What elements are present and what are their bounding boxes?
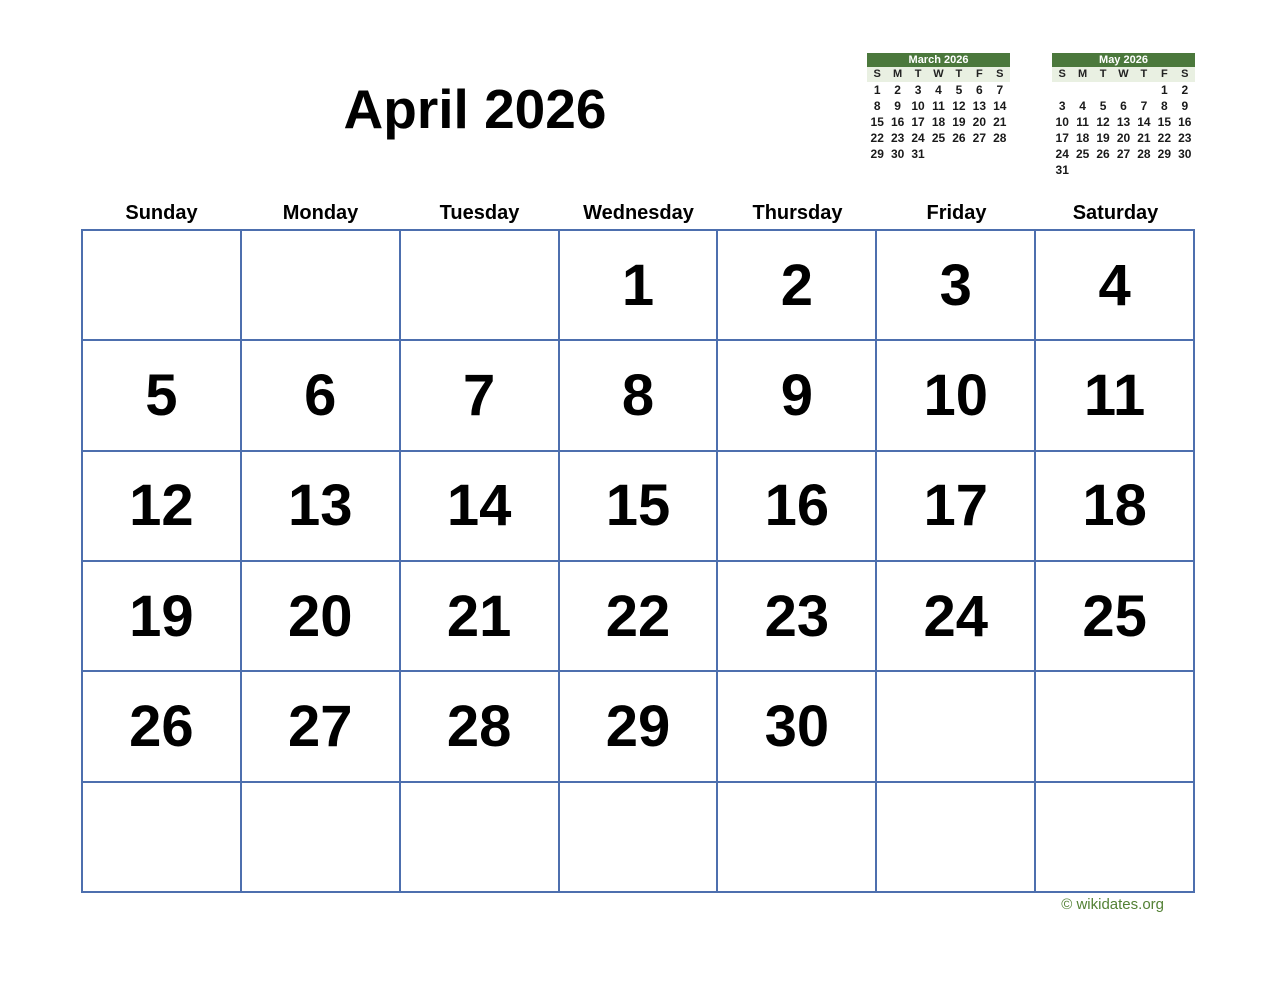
mini-date-cell: 13 <box>1116 115 1131 129</box>
mini-date-cell <box>928 146 948 162</box>
weekday-header: Thursday <box>752 202 843 224</box>
mini-day-letter: T <box>955 68 963 80</box>
mini-date-cell <box>1052 82 1072 98</box>
mini-date-cell: 31 <box>1055 163 1069 177</box>
mini-date-cell: 22 <box>1157 131 1172 145</box>
mini-calendar-march-title: March 2026 <box>867 53 1010 67</box>
mini-date-cell: 22 <box>870 131 884 145</box>
mini-week-row <box>867 82 1010 98</box>
mini-date-cell: 23 <box>890 131 905 145</box>
date-cell: 20 <box>242 562 399 670</box>
mini-week-row <box>1052 162 1195 178</box>
date-cell: 17 <box>877 452 1034 560</box>
mini-date-cell: 8 <box>873 99 881 113</box>
date-cell: 21 <box>401 562 558 670</box>
mini-date-cell: 27 <box>972 131 987 145</box>
mini-date-cell: 25 <box>1075 147 1090 161</box>
mini-date-cell: 1 <box>1161 83 1168 97</box>
date-cell: 3 <box>877 231 1034 339</box>
date-cell: 30 <box>718 672 875 780</box>
mini-calendar-may-day-letters-row <box>1052 67 1195 82</box>
mini-week-row <box>867 98 1010 114</box>
mini-date-cell: 21 <box>1137 131 1151 145</box>
mini-date-cell: 4 <box>1079 99 1086 113</box>
date-cell: 7 <box>401 341 558 449</box>
mini-calendar-may-dates <box>1052 82 1195 178</box>
date-cell: 26 <box>83 672 240 780</box>
mini-date-cell: 5 <box>1099 99 1107 113</box>
mini-date-cell: 17 <box>911 115 925 129</box>
mini-day-letter: S <box>873 68 881 80</box>
mini-date-cell <box>949 146 969 162</box>
mini-date-cell: 10 <box>1055 115 1069 129</box>
mini-date-cell: 6 <box>1120 99 1127 113</box>
mini-date-cell: 26 <box>1096 147 1110 161</box>
main-calendar-grid <box>81 229 1195 893</box>
empty-cell <box>877 672 1034 780</box>
mini-date-cell: 29 <box>870 147 884 161</box>
mini-day-letter: T <box>914 68 922 80</box>
mini-day-letter: F <box>975 68 983 80</box>
mini-calendar-may <box>1052 53 1195 178</box>
date-cell: 5 <box>83 341 240 449</box>
mini-date-cell: 15 <box>870 115 884 129</box>
date-cell: 27 <box>242 672 399 780</box>
weekday-header-row <box>82 202 1195 225</box>
date-cell: 28 <box>401 672 558 780</box>
date-cell: 16 <box>718 452 875 560</box>
mini-week-row <box>1052 98 1195 114</box>
mini-date-cell: 2 <box>894 83 901 97</box>
date-cell: 29 <box>560 672 717 780</box>
mini-date-cell: 28 <box>1137 147 1151 161</box>
empty-cell <box>560 783 717 891</box>
mini-date-cell: 9 <box>1181 99 1189 113</box>
empty-cell <box>877 783 1034 891</box>
mini-day-letter: S <box>996 68 1004 80</box>
mini-date-cell: 23 <box>1178 131 1192 145</box>
mini-week-row <box>867 146 1010 162</box>
empty-cell <box>1036 783 1193 891</box>
date-cell: 2 <box>718 231 875 339</box>
mini-week-row <box>867 114 1010 130</box>
mini-date-cell: 14 <box>1137 115 1151 129</box>
mini-date-cell: 3 <box>914 83 922 97</box>
date-cell: 15 <box>560 452 717 560</box>
mini-date-cell: 30 <box>890 147 905 161</box>
mini-date-cell: 1 <box>873 83 881 97</box>
mini-date-cell <box>969 146 989 162</box>
date-cell: 10 <box>877 341 1034 449</box>
date-cell: 14 <box>401 452 558 560</box>
mini-date-cell: 21 <box>993 115 1007 129</box>
mini-date-cell: 19 <box>1096 131 1110 145</box>
mini-date-cell: 5 <box>955 83 963 97</box>
mini-day-letter: T <box>1099 68 1107 80</box>
weekday-header: Tuesday <box>439 202 520 224</box>
date-cell: 13 <box>242 452 399 560</box>
date-cell: 24 <box>877 562 1034 670</box>
weekday-header: Friday <box>926 202 987 224</box>
mini-week-row <box>1052 82 1195 98</box>
mini-date-cell: 4 <box>935 83 942 97</box>
mini-week-row <box>1052 114 1195 130</box>
date-cell: 1 <box>560 231 717 339</box>
mini-date-cell: 12 <box>1096 115 1110 129</box>
mini-calendar-march <box>867 53 1010 162</box>
weekday-header: Monday <box>282 202 359 224</box>
mini-date-cell <box>1113 82 1133 98</box>
mini-date-cell: 3 <box>1058 99 1066 113</box>
date-cell: 19 <box>83 562 240 670</box>
mini-day-letter: S <box>1058 68 1066 80</box>
mini-day-letter: W <box>1118 68 1129 80</box>
mini-day-letter: F <box>1160 68 1168 80</box>
mini-date-cell: 7 <box>996 83 1004 97</box>
mini-date-cell: 14 <box>993 99 1007 113</box>
copyright-footer: © wikidates.org <box>1061 896 1164 913</box>
mini-date-cell: 11 <box>932 99 945 113</box>
date-cell: 8 <box>560 341 717 449</box>
date-cell: 18 <box>1036 452 1193 560</box>
mini-date-cell: 10 <box>911 99 925 113</box>
mini-day-letter: W <box>933 68 944 80</box>
mini-date-cell: 27 <box>1116 147 1131 161</box>
mini-day-letter: M <box>893 68 903 80</box>
date-cell: 11 <box>1036 341 1193 449</box>
mini-date-cell: 11 <box>1076 115 1089 129</box>
mini-date-cell: 18 <box>1075 131 1090 145</box>
date-cell: 25 <box>1036 562 1193 670</box>
mini-date-cell: 24 <box>1055 147 1069 161</box>
mini-date-cell: 26 <box>952 131 966 145</box>
mini-date-cell <box>1113 162 1133 178</box>
date-cell: 12 <box>83 452 240 560</box>
date-cell: 4 <box>1036 231 1193 339</box>
date-cell: 6 <box>242 341 399 449</box>
mini-date-cell: 16 <box>1178 115 1192 129</box>
date-cell: 23 <box>718 562 875 670</box>
mini-date-cell: 15 <box>1157 115 1172 129</box>
mini-date-cell: 19 <box>952 115 966 129</box>
mini-date-cell: 20 <box>1116 131 1131 145</box>
mini-date-cell <box>1175 162 1195 178</box>
mini-date-cell <box>1093 82 1113 98</box>
empty-cell <box>83 231 240 339</box>
mini-date-cell <box>1154 162 1174 178</box>
mini-date-cell: 24 <box>911 131 925 145</box>
mini-date-cell <box>990 146 1010 162</box>
mini-week-row <box>867 130 1010 146</box>
empty-cell <box>718 783 875 891</box>
mini-date-cell: 9 <box>894 99 901 113</box>
mini-date-cell: 8 <box>1161 99 1168 113</box>
mini-day-letter: S <box>1181 68 1189 80</box>
mini-date-cell: 18 <box>931 115 946 129</box>
mini-date-cell: 30 <box>1178 147 1192 161</box>
mini-date-cell <box>1072 82 1092 98</box>
mini-date-cell: 28 <box>993 131 1007 145</box>
mini-date-cell <box>1134 82 1154 98</box>
empty-cell <box>401 231 558 339</box>
mini-calendar-march-day-letters-row <box>867 67 1010 82</box>
mini-date-cell: 31 <box>911 147 925 161</box>
mini-calendar-march-dates <box>867 82 1010 162</box>
mini-date-cell <box>1093 162 1113 178</box>
mini-date-cell: 29 <box>1157 147 1172 161</box>
weekday-header: Wednesday <box>583 202 694 224</box>
date-cell: 9 <box>718 341 875 449</box>
mini-date-cell: 2 <box>1181 83 1189 97</box>
mini-week-row <box>1052 146 1195 162</box>
mini-day-letter: T <box>1140 68 1148 80</box>
mini-date-cell: 6 <box>976 83 983 97</box>
mini-date-cell: 16 <box>890 115 905 129</box>
mini-calendar-may-title: May 2026 <box>1052 53 1195 67</box>
weekday-header: Saturday <box>1072 202 1159 224</box>
mini-date-cell: 13 <box>972 99 987 113</box>
mini-date-cell: 7 <box>1140 99 1148 113</box>
mini-date-cell: 17 <box>1055 131 1069 145</box>
empty-cell <box>242 231 399 339</box>
mini-week-row <box>1052 130 1195 146</box>
empty-cell <box>401 783 558 891</box>
mini-date-cell: 12 <box>952 99 966 113</box>
mini-date-cell: 25 <box>931 131 946 145</box>
mini-date-cell: 20 <box>972 115 987 129</box>
weekday-header: Sunday <box>125 202 198 224</box>
mini-date-cell <box>1072 162 1092 178</box>
date-cell: 22 <box>560 562 717 670</box>
mini-date-cell <box>1134 162 1154 178</box>
mini-day-letter: M <box>1078 68 1088 80</box>
page-title: April 2026 <box>343 78 607 140</box>
empty-cell <box>83 783 240 891</box>
empty-cell <box>1036 672 1193 780</box>
empty-cell <box>242 783 399 891</box>
